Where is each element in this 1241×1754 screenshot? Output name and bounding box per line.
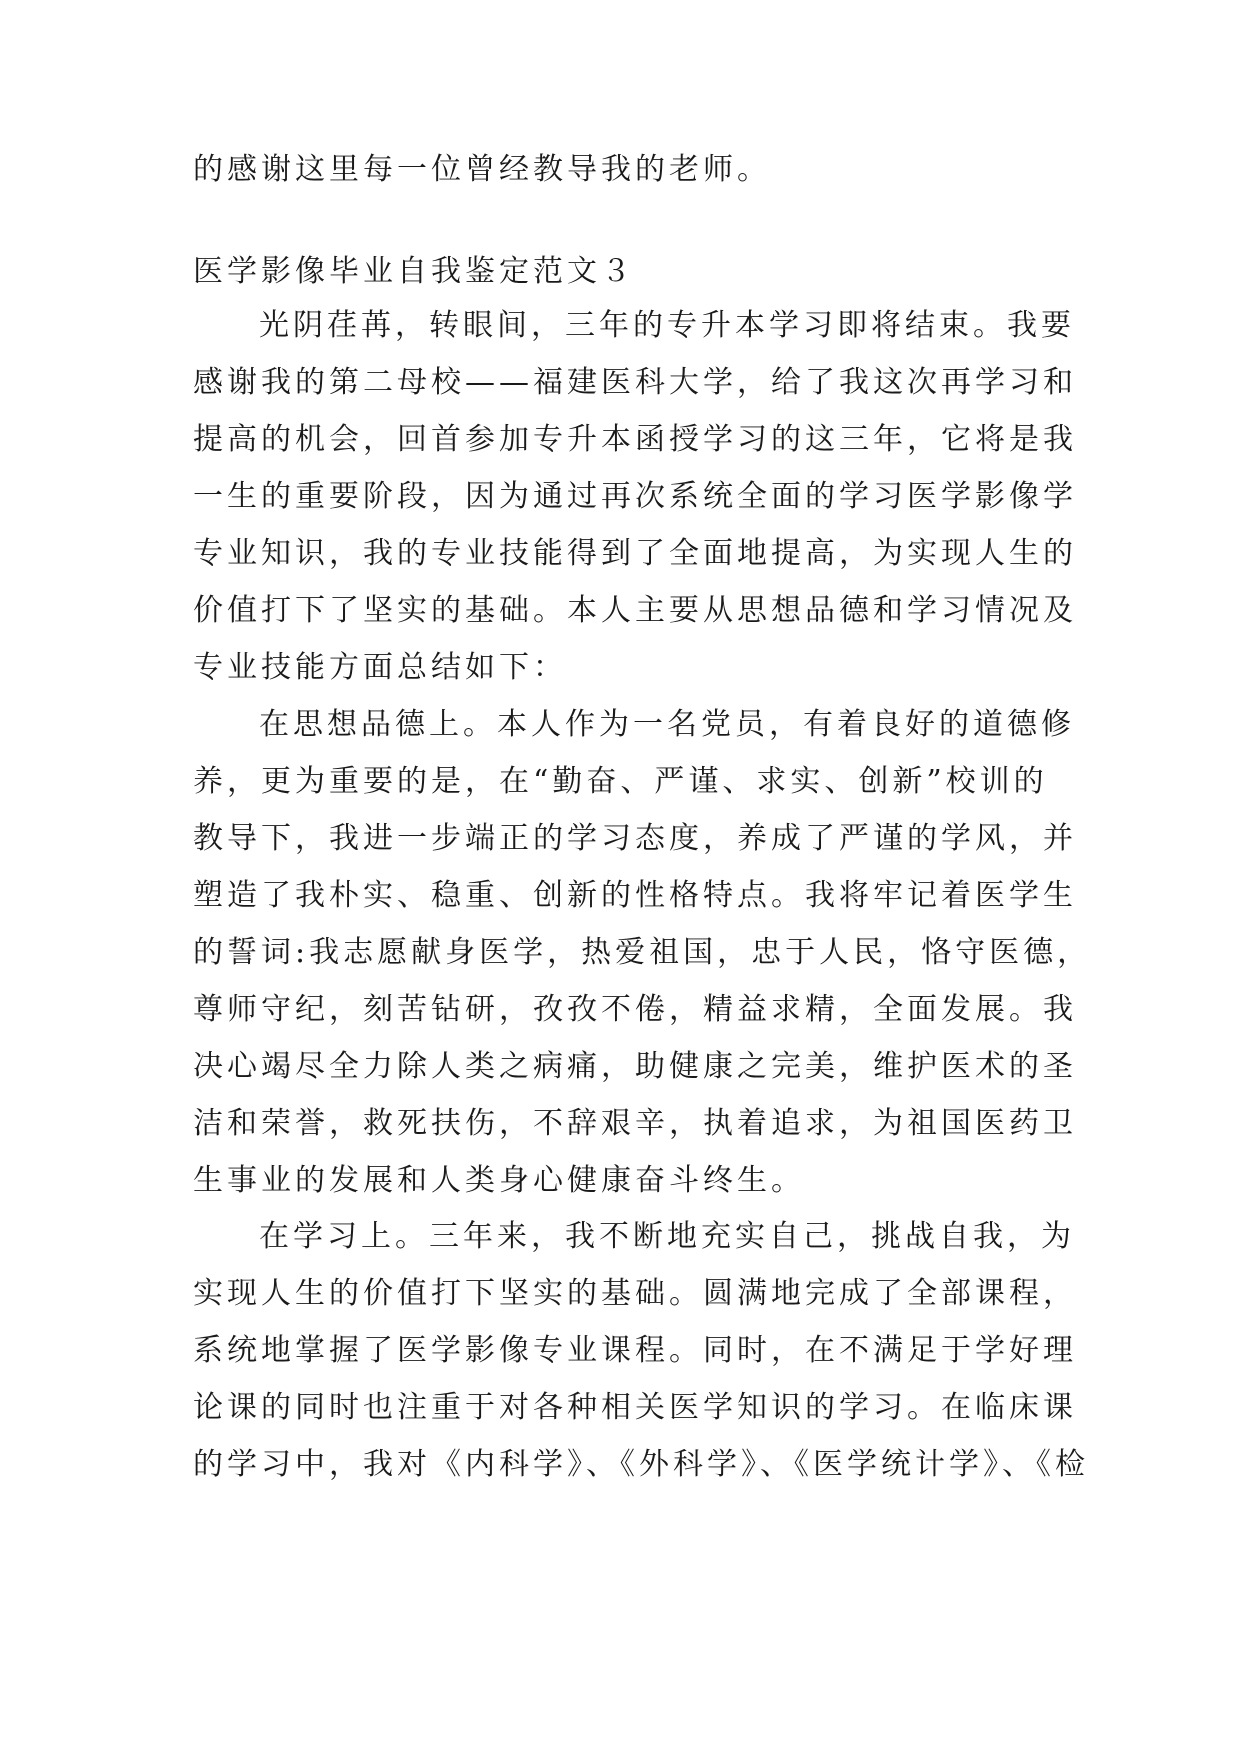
paragraph-line: 光阴荏苒，转眼间，三年的专升本学习即将结束。我要: [259, 308, 1075, 343]
paragraph-line: 在学习上。三年来，我不断地充实自己，挑战自我，为: [259, 1219, 1075, 1254]
paragraph-line: 尊师守纪，刻苦钻研，孜孜不倦，精益求精，全面发展。我: [193, 992, 1077, 1027]
paragraph-2: [193, 696, 1092, 1209]
paragraph-line: 专业知识，我的专业技能得到了全面地提高，为实现人生的: [193, 536, 1077, 571]
paragraph-line: 提高的机会，回首参加专升本函授学习的这三年，它将是我: [193, 422, 1077, 457]
section-title-block: [193, 243, 1073, 300]
paragraph-line: 决心竭尽全力除人类之病痛，助健康之完美，维护医术的圣: [193, 1049, 1077, 1084]
paragraph-line: 的学习中，我对《内科学》、《外科学》、《医学统计学》、《检: [193, 1447, 1089, 1482]
paragraph-line: 养，更为重要的是，在“勤奋、严谨、求实、创新”校训的: [193, 764, 1048, 799]
paragraph-line: 感谢我的第二母校——福建医科大学，给了我这次再学习和: [193, 365, 1077, 400]
paragraph-line: 系统地掌握了医学影像专业课程。同时，在不满足于学好理: [193, 1333, 1077, 1368]
paragraph-line: 生事业的发展和人类身心健康奋斗终生。: [193, 1163, 805, 1198]
paragraph-line: 一生的重要阶段，因为通过再次系统全面的学习医学影像学: [193, 479, 1077, 514]
section-title: 医学影像毕业自我鉴定范文３: [193, 254, 635, 289]
paragraph-line: 的誓词:我志愿献身医学，热爱祖国，忠于人民，恪守医德，: [193, 935, 1092, 970]
intro-text: [193, 141, 1073, 198]
paragraph-line: 洁和荣誉，救死扶伤，不辞艰辛，执着追求，为祖国医药卫: [193, 1106, 1077, 1141]
paragraph-line: 实现人生的价值打下坚实的基础。圆满地完成了全部课程，: [193, 1276, 1077, 1311]
paragraph-line: 专业技能方面总结如下：: [193, 650, 567, 685]
paragraph-line: 塑造了我朴实、稳重、创新的性格特点。我将牢记着医学生: [193, 878, 1077, 913]
paragraph-3: [193, 1208, 1089, 1493]
paragraph-1: [193, 297, 1077, 696]
paragraph-line: 教导下，我进一步端正的学习态度，养成了严谨的学风，并: [193, 821, 1077, 856]
intro-line: 的感谢这里每一位曾经教导我的老师。: [193, 152, 771, 187]
paragraph-line: 论课的同时也注重于对各种相关医学知识的学习。在临床课: [193, 1390, 1077, 1425]
paragraph-line: 价值打下了坚实的基础。本人主要从思想品德和学习情况及: [193, 593, 1077, 628]
paragraph-line: 在思想品德上。本人作为一名党员，有着良好的道德修: [259, 707, 1075, 742]
